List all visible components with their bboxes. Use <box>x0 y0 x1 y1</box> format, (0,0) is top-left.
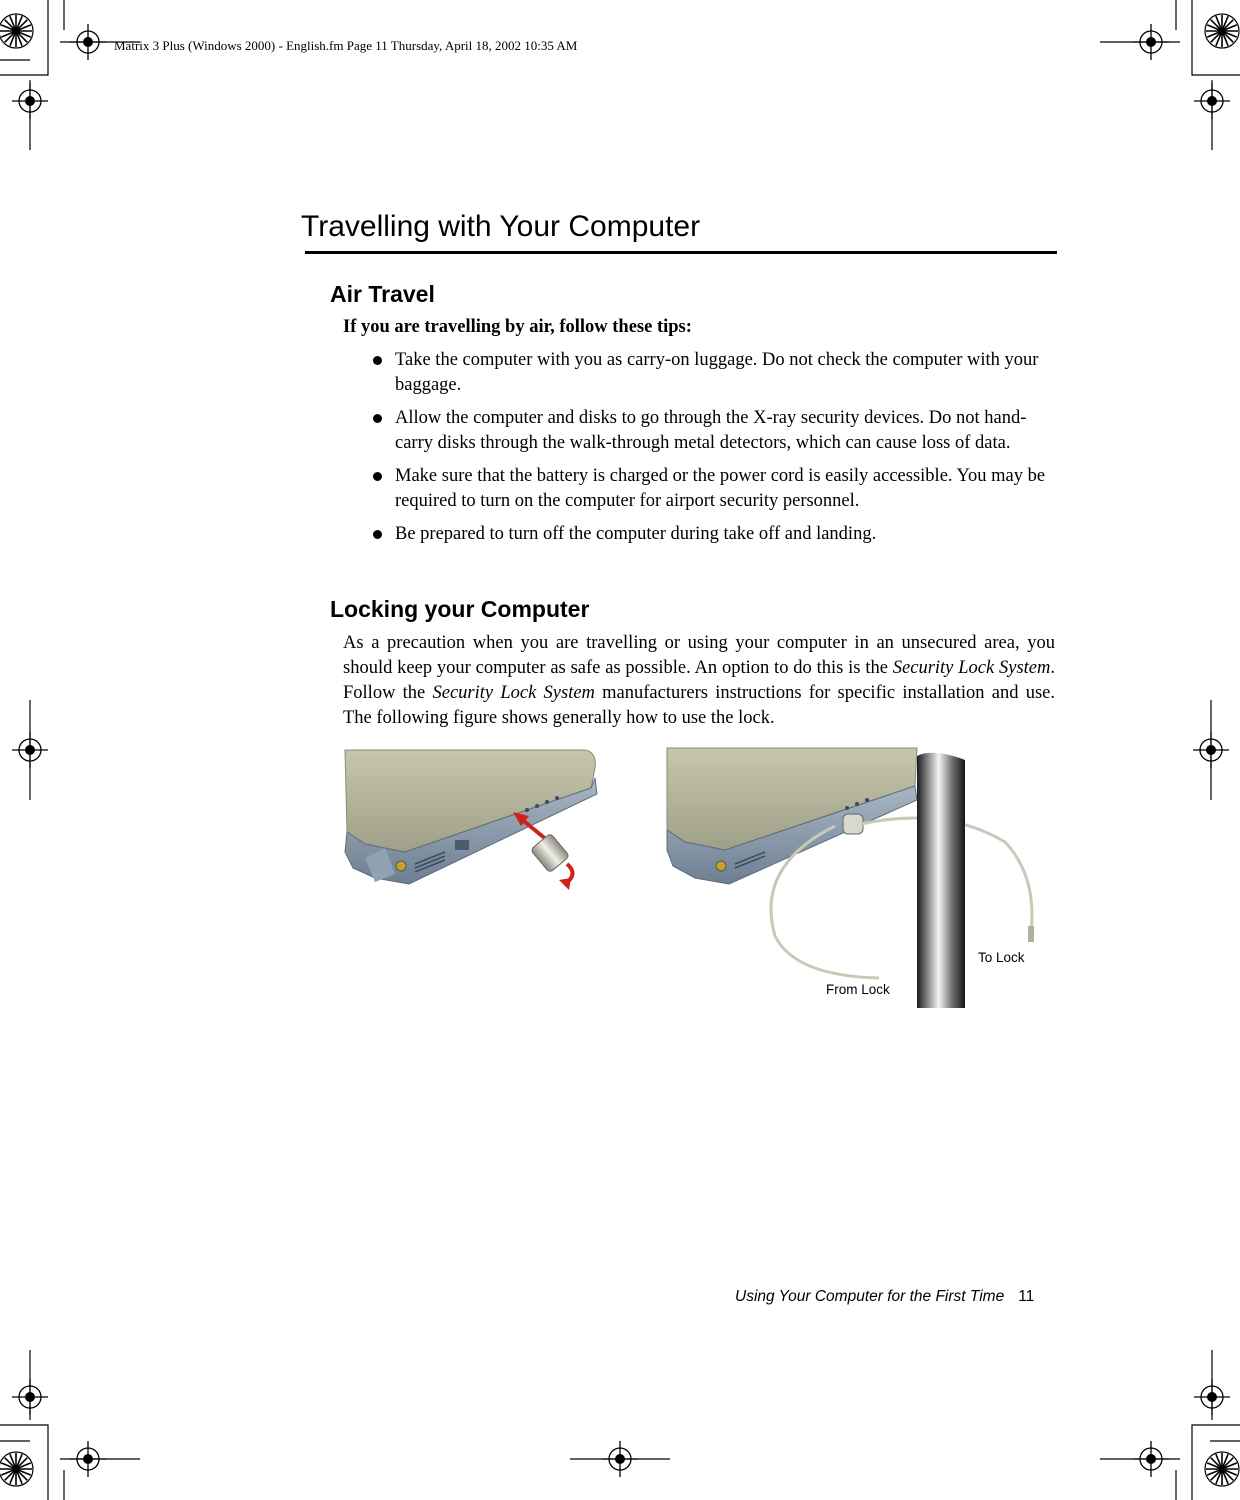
to-lock-label: To Lock <box>978 950 1025 965</box>
page-title: Travelling with Your Computer <box>301 210 701 243</box>
bullet-icon <box>373 472 382 481</box>
page-number: 11 <box>1018 1288 1035 1305</box>
air-travel-intro: If you are travelling by air, follow these tips: <box>343 317 692 337</box>
laptop-lock-cable-illustration <box>665 746 1045 1008</box>
bullet-icon <box>373 414 382 423</box>
list-item: Allow the computer and disks to go through the X-ray security devices. Do not hand-carry disks through the walk-through metal detectors, which can cause loss of data. <box>371 406 1061 456</box>
locking-paragraph: As a precaution when you are travelling or using your computer in an unsecured area, you should keep your computer as safe as possible. An option to do this is the Security Lock System. Follow the Security Lock System manufacturers instructions for specific installation and use. The following figure shows generally how to use the lock. <box>343 633 1055 728</box>
list-item: Be prepared to turn off the computer during take off and landing. <box>371 522 1061 547</box>
bullet-icon <box>373 530 382 539</box>
bullet-icon <box>373 356 382 365</box>
laptop-lock-insert-illustration <box>345 748 605 898</box>
air-travel-heading: Air Travel <box>330 281 435 307</box>
air-travel-tips <box>371 348 1061 555</box>
title-rule <box>305 251 1057 254</box>
list-item: Take the computer with you as carry-on luggage. Do not check the computer with your baggage. <box>371 348 1061 398</box>
list-item: Make sure that the battery is charged or the power cord is easily accessible. You may be required to turn on the computer for airport security personnel. <box>371 464 1061 514</box>
print-header: Matrix 3 Plus (Windows 2000) - English.fm Page 11 Thursday, April 18, 2002 10:35 AM <box>114 38 578 53</box>
chapter-title: Using Your Computer for the First Time <box>735 1288 1005 1305</box>
page-footer <box>735 1288 1034 1306</box>
locking-heading: Locking your Computer <box>330 596 590 622</box>
from-lock-label: From Lock <box>826 982 890 997</box>
